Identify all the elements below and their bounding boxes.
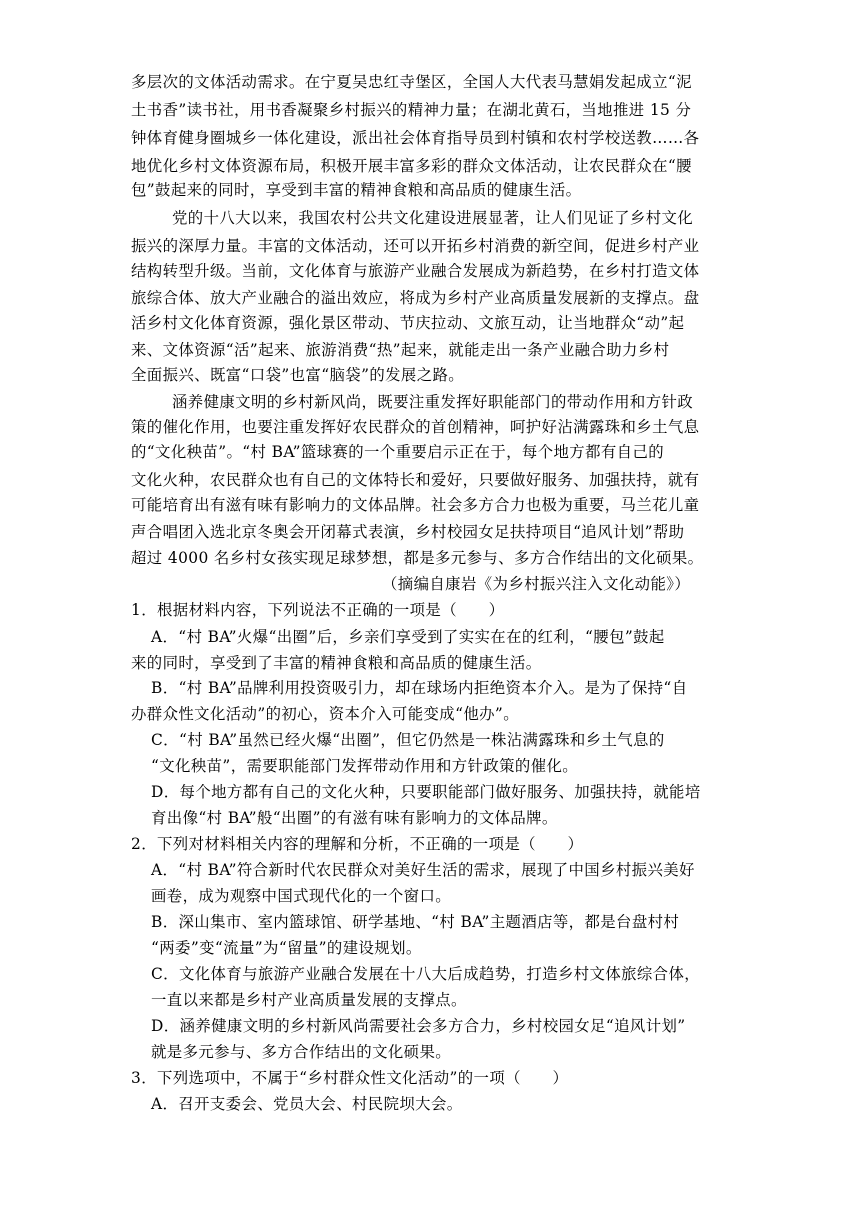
passage-line: 振兴的深厚力量。丰富的文体活动，还可以开拓乡村消费的新空间，促进乡村产业 [131, 237, 700, 255]
passage-line: 地优化乡村文体资源布局，积极开展丰富多彩的群众文体活动，让农民群众在“腰 [131, 157, 692, 175]
passage-line: 来、文体资源“活”起来、旅游消费“热”起来，就能走出一条产业融合助力乡村 [131, 341, 670, 359]
option-a-cont: 画卷，成为观察中国式现代化的一个窗口。 [151, 887, 452, 905]
option-a: A．召开支委会、党员大会、村民院坝大会。 [151, 1095, 463, 1113]
option-a: A．“村 BA”符合新时代农民群众对美好生活的需求，展现了中国乡村振兴美好 [151, 861, 695, 879]
option-b: B．深山集市、室内篮球馆、研学基地、“村 BA”主题酒店等，都是台盘村村 [151, 913, 680, 931]
passage-line: 可能培育出有滋有味有影响力的文体品牌。社会多方合力也极为重要，马兰花儿童 [131, 496, 700, 514]
option-c-cont: 一直以来都是乡村产业高质量发展的支撑点。 [151, 991, 467, 1009]
option-d: D．涵养健康文明的乡村新风尚需要社会多方合力，乡村校园女足“追风计划” [151, 1017, 686, 1035]
question-stem: 3．下列选项中，不属于“乡村群众性文化活动”的一项（ ） [131, 1069, 569, 1087]
passage-line: 多层次的文体活动需求。在宁夏吴忠红寺堡区，全国人大代表马慧娟发起成立“泥 [131, 73, 692, 91]
passage-line: 文化火种，农民群众也有自己的文体特长和爱好，只要做好服务、加强扶持，就有 [131, 471, 700, 489]
passage-line: 包”鼓起来的同时，享受到丰富的精神食粮和高品质的健康生活。 [131, 181, 582, 199]
passage-line: 党的十八大以来，我国农村公共文化建设进展显著，让人们见证了乡村文化 [172, 209, 694, 227]
option-c: C．文化体育与旅游产业融合发展在十八大后成趋势，打造乡村文体旅综合体， [151, 965, 701, 983]
option-b-cont: 办群众性文化活动”的初心，资本介入可能变成“他办”。 [131, 705, 519, 723]
passage-line: 的“文化秧苗”。“村 BA”篮球赛的一个重要启示正在于，每个地方都有自己的 [131, 443, 665, 461]
passage-line: 策的催化作用，也要注重发挥好农民群众的首创精神，呵护好沾满露珠和乡土气息 [131, 418, 700, 436]
option-c-cont: “文化秧苗”，需要职能部门发挥带动作用和方针政策的催化。 [151, 757, 579, 775]
option-a: A．“村 BA”火爆“出圈”后，乡亲们享受到了实实在在的红利，“腰包”鼓起 [151, 628, 665, 646]
passage-line: 旅综合体、放大产业融合的溢出效应，将成为乡村产业高质量发展新的支撑点。盘 [131, 289, 700, 307]
option-d: D．每个地方都有自己的文化火种，只要职能部门做好服务、加强扶持，就能培 [151, 783, 701, 801]
option-a-cont: 来的同时，享受到了丰富的精神食粮和高品质的健康生活。 [131, 654, 542, 672]
passage-line: 活乡村文化体育资源，强化景区带动、节庆拉动、文旅互动，让当地群众“动”起 [131, 314, 685, 332]
passage-line: 声合唱团入选北京冬奥会开闭幕式表演，乡村校园女足扶持项目“追风计划”帮助 [131, 523, 685, 541]
passage-line: 结构转型升级。当前，文化体育与旅游产业融合发展成为新趋势，在乡村打造文体 [131, 262, 700, 280]
question-stem: 2．下列对材料相关内容的理解和分析，不正确的一项是（ ） [131, 835, 584, 853]
option-d-cont: 就是多元参与、多方合作结出的文化硕果。 [151, 1043, 452, 1061]
passage-line: 钟体育健身圈城乡一体化建设，派出社会体育指导员到村镇和农村学校送教……各 [131, 129, 700, 147]
passage-source: （摘编自康岩《为乡村振兴注入文化动能》） [382, 575, 691, 593]
passage-line: 土书香”读书社，用书香凝聚乡村振兴的精神力量；在湖北黄石，当地推进 15 分 [131, 101, 692, 119]
option-b: B．“村 BA”品牌利用投资吸引力，却在球场内拒绝资本介入。是为了保持“自 [151, 679, 688, 697]
option-c: C．“村 BA”虽然已经火爆“出圈”，但它仍然是一株沾满露珠和乡土气息的 [151, 731, 665, 749]
passage-line: 超过 4000 名乡村女孩实现足球梦想，都是多元参与、多方合作结出的文化硕果。 [131, 549, 704, 567]
passage-line: 全面振兴、既富“口袋”也富“脑袋”的发展之路。 [131, 366, 465, 384]
passage-line: 涵养健康文明的乡村新风尚，既要注重发挥好职能部门的带动作用和方针政 [172, 393, 694, 411]
question-stem: 1．根据材料内容，下列说法不正确的一项是（ ） [131, 601, 505, 619]
option-d-cont: 育出像“村 BA”般“出圈”的有滋有味有影响力的文体品牌。 [151, 809, 558, 827]
option-b-cont: “两委”变“流量”为“留量”的建设规划。 [151, 939, 422, 957]
